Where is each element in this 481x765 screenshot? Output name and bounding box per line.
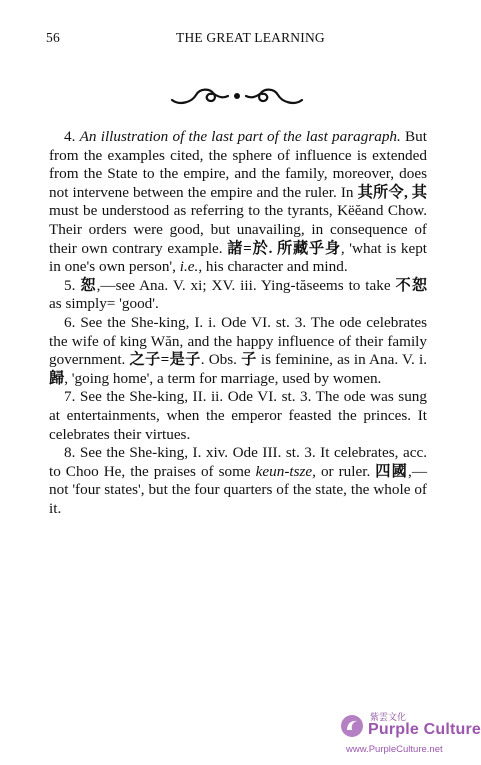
note-paragraph xyxy=(49,128,427,277)
note-text: , 'going home', a term for marriage, used by women. xyxy=(64,369,382,387)
notes-text-block xyxy=(49,128,427,518)
chinese-term: 之子=是子 xyxy=(129,351,201,369)
note-text: his character and mind. xyxy=(202,258,348,276)
running-head: THE GREAT LEARNING xyxy=(176,30,325,45)
chinese-term: 諸=於. 所藏乎身 xyxy=(227,239,341,257)
watermark-brand: Purple Culture xyxy=(368,721,481,738)
note-paragraph xyxy=(49,314,427,388)
chinese-term: 四國 xyxy=(375,462,409,480)
chinese-term: 不恕 xyxy=(395,276,428,294)
page-number: 56 xyxy=(46,30,60,45)
note-text: 8. See the She-king, I. xiv. Ode III. st. 3. It celebrates, acc. to Choo He, the praises of some xyxy=(49,444,427,480)
ornament-divider xyxy=(170,84,304,108)
watermark-chinese: 紫雲文化 xyxy=(370,713,407,723)
italic-text: i.e., xyxy=(179,258,203,276)
note-text: as simply= 'good'. xyxy=(49,295,159,313)
note-text: But from the examples cited, the sphere of influence is extended from the State to the empire, and the family, moreover, does not intervene between the empire and the ruler. In xyxy=(49,128,427,201)
chinese-term: 恕 xyxy=(80,276,97,294)
page-header xyxy=(46,30,424,50)
note-text: or ruler. xyxy=(315,462,376,480)
note-text: 5. xyxy=(64,276,81,294)
note-text: 6. See the She-king, I. i. Ode VI. st. 3. The ode celebrates the wife of king Wăn, and the happy influence of their family government. xyxy=(49,313,427,369)
note-text: is feminine, as in Ana. V. i. xyxy=(256,351,427,369)
chinese-term: 其所令, 其 xyxy=(357,183,427,201)
note-text: must be understood as referring to the tyrants, Këĕand Chow. Their orders were good, but unavailing, in consequence of their own contrary example. xyxy=(49,202,427,257)
chinese-term: 歸 xyxy=(49,369,65,387)
watermark-url: www.PurpleCulture.net xyxy=(346,744,443,755)
note-paragraph xyxy=(49,277,427,314)
note-text: 4. xyxy=(64,128,80,145)
note-paragraph xyxy=(49,444,427,518)
purple-culture-logo-icon xyxy=(340,714,364,738)
note-text: ,—see Ana. V. xi; XV. iii. Ying-tăseems to take xyxy=(96,276,396,294)
purple-culture-watermark xyxy=(340,708,481,758)
scroll-flourish-ornament-icon xyxy=(170,84,304,108)
note-text: . Obs. xyxy=(200,351,242,369)
note-text: , 'what is kept in one's own person', xyxy=(49,239,428,276)
note-text: 7. See the She-king, II. ii. Ode VI. st. 3. The ode was sung at entertainments, when the emperor feasted the princes. It celebrates their virtues. xyxy=(49,388,427,443)
italic-text: An illustration of the last part of the last paragraph. xyxy=(79,128,401,145)
note-paragraph xyxy=(49,388,427,444)
chinese-term: 子 xyxy=(241,351,257,369)
note-text: ,—not 'four states', but the four quarters of the state, the whole of it. xyxy=(49,462,428,517)
italic-text: keun-tsze, xyxy=(255,462,316,480)
